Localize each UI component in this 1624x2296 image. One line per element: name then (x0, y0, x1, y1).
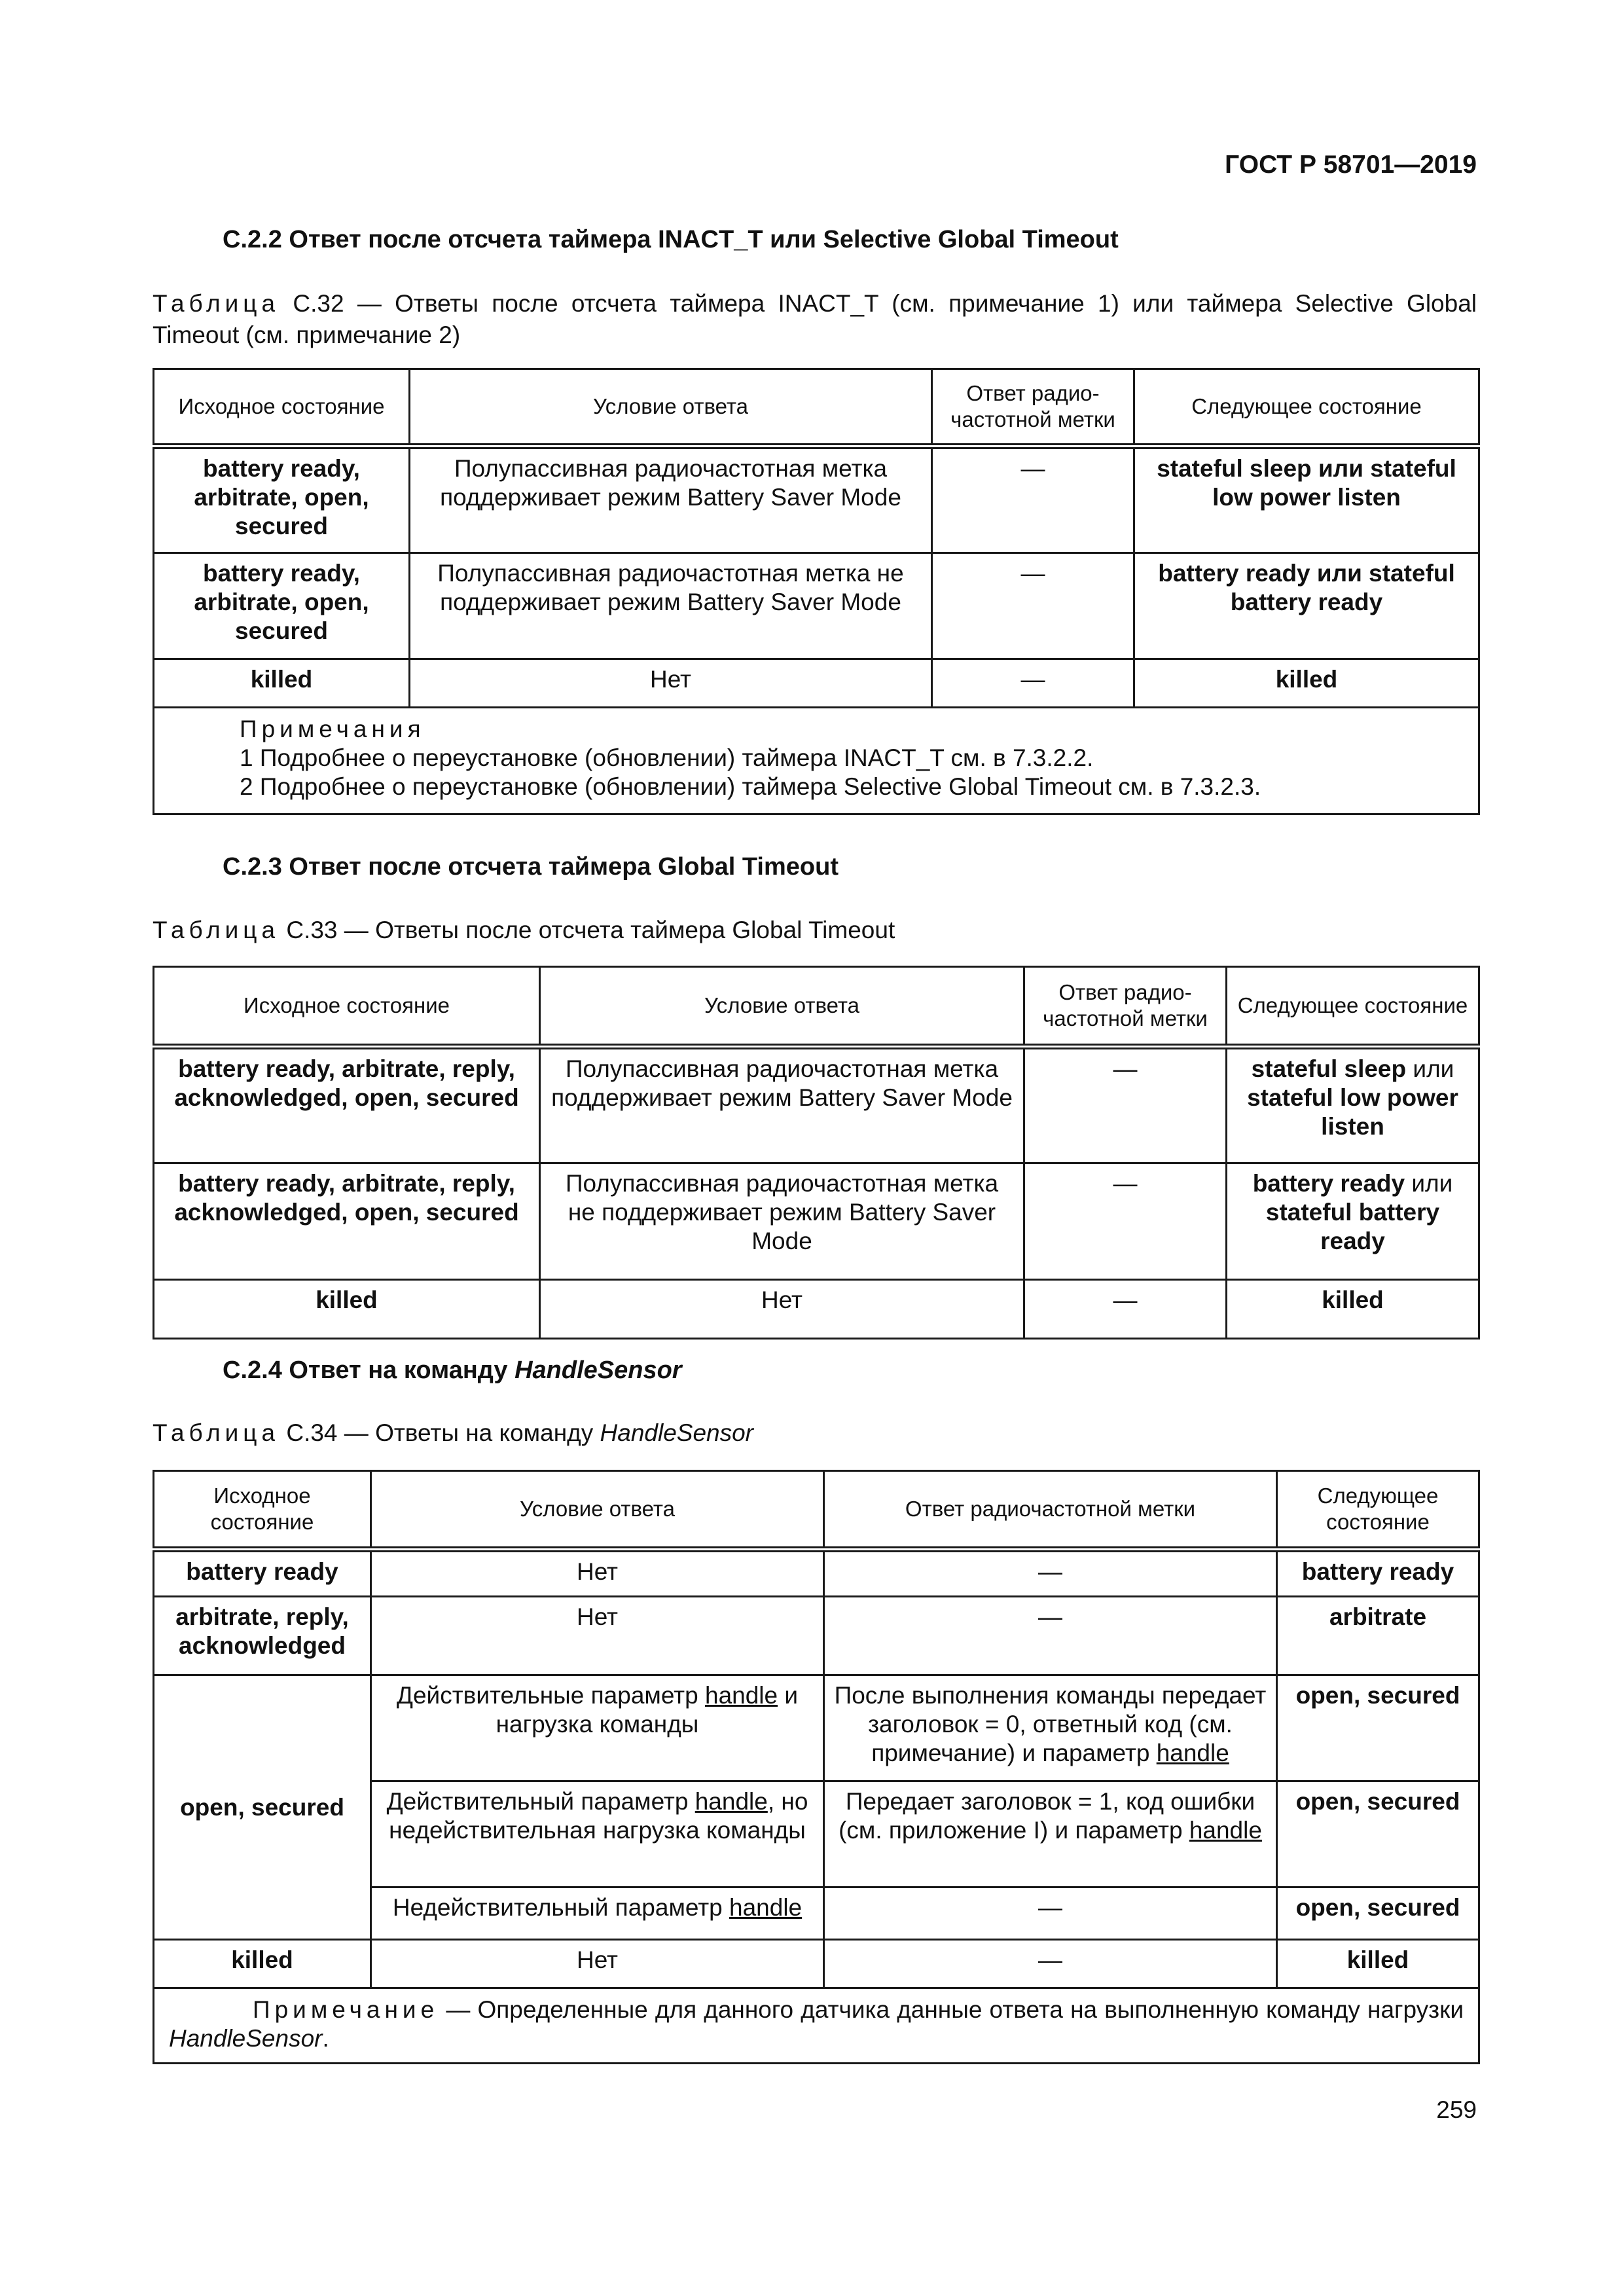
condition-param: handle (695, 1788, 768, 1815)
cell-next: battery ready (1277, 1550, 1479, 1597)
table-row (154, 553, 1479, 659)
condition-text: и нагрузка команды (496, 1682, 799, 1738)
cell-response: — (1024, 1047, 1227, 1163)
cell-source: killed (154, 1280, 540, 1339)
condition-text: Действительные параметр (396, 1682, 698, 1709)
note-text: — Определенные для данного датчика данные ответа на выполненную команду нагрузки (446, 1996, 1464, 2023)
cell-condition: Полупассивная радиочастотная метка поддерживает режим Battery Saver Mode (410, 446, 932, 553)
section-title: Ответ после отсчета таймера INACT_T или Selective Global Timeout (289, 226, 1119, 253)
table-row (154, 1550, 1479, 1597)
table-word: Таблица (153, 290, 280, 317)
col-header-source: Исходное состояние (154, 1471, 371, 1550)
cell-source: battery ready, arbitrate, reply, acknowledged, open, secured (154, 1163, 540, 1280)
notes-cell: Примечание — Определенные для данного датчика данные ответа на выполненную команду нагрузки HandleSensor. (154, 1988, 1479, 2064)
section-heading-c22 (223, 226, 1119, 254)
notes-title: Примечания (240, 716, 425, 742)
table-row (154, 1047, 1479, 1163)
col-header-response: Ответ радио-частотной метки (1024, 967, 1227, 1047)
page-number: 259 (1436, 2096, 1477, 2123)
cell-next: arbitrate (1277, 1597, 1479, 1675)
cell-condition: Нет (371, 1940, 824, 1988)
cell-source: killed (154, 1940, 371, 1988)
col-header-condition: Условие ответа (371, 1471, 824, 1550)
next-state-or: или (1413, 1055, 1454, 1082)
cell-source: battery ready, arbitrate, reply, acknowledged, open, secured (154, 1047, 540, 1163)
cell-next (1227, 1163, 1479, 1280)
section-title: Ответ после отсчета таймера Global Timeout (289, 853, 839, 881)
cell-source: killed (154, 659, 410, 708)
section-number: С.2.4 (223, 1357, 282, 1384)
col-header-next: Следующее состояние (1134, 369, 1479, 446)
table-c33 (153, 966, 1480, 1339)
col-header-response: Ответ радио-частотной метки (932, 369, 1134, 446)
cell-condition: Нет (540, 1280, 1024, 1339)
next-state-b: stateful battery ready (1265, 1199, 1440, 1254)
condition-param: handle (729, 1894, 803, 1921)
condition-param: handle (705, 1682, 778, 1709)
cell-response: — (824, 1550, 1277, 1597)
cell-condition: Нет (410, 659, 932, 708)
table-caption-text: — Ответы на команду (344, 1419, 594, 1446)
section-number: С.2.2 (223, 226, 282, 253)
col-header-response: Ответ радиочастотной метки (824, 1471, 1277, 1550)
cell-condition: Нет (371, 1597, 824, 1675)
table-id: С.34 (286, 1419, 338, 1446)
next-state-a: battery ready (1252, 1170, 1405, 1197)
table-id: С.33 (286, 917, 338, 943)
col-header-next: Следующее состояние (1227, 967, 1479, 1047)
cell-source: battery ready, arbitrate, open, secured (154, 553, 410, 659)
cell-source: battery ready, arbitrate, open, secured (154, 446, 410, 553)
cell-next: open, secured (1277, 1887, 1479, 1940)
cell-response: — (824, 1940, 1277, 1988)
col-header-next: Следующее состояние (1277, 1471, 1479, 1550)
col-header-source: Исходное состояние (154, 967, 540, 1047)
condition-text: Действительный параметр (386, 1788, 689, 1815)
cell-next: killed (1227, 1280, 1479, 1339)
table-row (154, 659, 1479, 708)
col-header-condition: Условие ответа (410, 369, 932, 446)
table-row (154, 1675, 1479, 1781)
table-caption-command: HandleSensor (600, 1419, 753, 1446)
cell-response: — (1024, 1163, 1227, 1280)
cell-next: stateful sleep или stateful low power listen (1134, 446, 1479, 553)
table-c32 (153, 368, 1480, 815)
cell-source: arbitrate, reply, acknowledged (154, 1597, 371, 1675)
cell-next: open, secured (1277, 1781, 1479, 1887)
next-state-or: или (1411, 1170, 1453, 1197)
col-header-condition: Условие ответа (540, 967, 1024, 1047)
note-word: Примечание (253, 1996, 439, 2023)
table-row (154, 1163, 1479, 1280)
table-word: Таблица (153, 917, 280, 943)
cell-source: open, secured (154, 1675, 371, 1940)
standard-header: ГОСТ Р 58701—2019 (1225, 151, 1477, 179)
table-word: Таблица (153, 1419, 280, 1446)
cell-condition (371, 1781, 824, 1887)
cell-source: battery ready (154, 1550, 371, 1597)
cell-response: — (932, 446, 1134, 553)
notes-cell (154, 708, 1479, 814)
section-number: С.2.3 (223, 853, 282, 881)
cell-response (824, 1675, 1277, 1781)
section-heading-c23 (223, 853, 839, 881)
next-state-b: stateful low power listen (1247, 1084, 1458, 1140)
cell-condition: Полупассивная радиочастотная метка не поддерживает режим Battery Saver Mode (540, 1163, 1024, 1280)
table-caption-text: — Ответы после отсчета таймера Global Timeout (344, 917, 895, 943)
table-caption-text: — Ответы после отсчета таймера INACT_T (см. примечание 1) или таймера Selective Global Timeout (см. примечание 2) (153, 290, 1477, 348)
table-header-row (154, 967, 1479, 1047)
notes-row (154, 708, 1479, 814)
section-heading-c24 (223, 1357, 682, 1385)
cell-next (1227, 1047, 1479, 1163)
table-header-row (154, 1471, 1479, 1550)
table-c34 (153, 1470, 1480, 2064)
cell-condition (371, 1675, 824, 1781)
table-id: С.32 (293, 290, 344, 317)
next-state-a: stateful sleep (1251, 1055, 1407, 1082)
notes-row (154, 1988, 1479, 2064)
table-row (154, 1940, 1479, 1988)
table-header-row (154, 369, 1479, 446)
section-title: Ответ на команду (289, 1357, 508, 1384)
cell-response: — (824, 1597, 1277, 1675)
cell-next: killed (1134, 659, 1479, 708)
section-command: HandleSensor (514, 1357, 682, 1384)
cell-condition: Нет (371, 1550, 824, 1597)
response-text: После выполнения команды передает заголовок = 0, ответный код (см. примечание) и параметр (834, 1682, 1267, 1766)
cell-condition (371, 1887, 824, 1940)
response-param: handle (1156, 1740, 1229, 1766)
table-caption-c33 (153, 915, 1477, 946)
cell-next: open, secured (1277, 1675, 1479, 1781)
note-item: 2 Подробнее о переустановке (обновлении) таймера Selective Global Timeout см. в 7.3.2.3. (240, 773, 1261, 800)
cell-next: killed (1277, 1940, 1479, 1988)
table-row (154, 1597, 1479, 1675)
cell-condition: Полупассивная радиочастотная метка поддерживает режим Battery Saver Mode (540, 1047, 1024, 1163)
table-caption-c32 (153, 288, 1477, 351)
cell-next: battery ready или stateful battery ready (1134, 553, 1479, 659)
note-command: HandleSensor (169, 2025, 323, 2052)
condition-text: Недействительный параметр (392, 1894, 723, 1921)
cell-response: — (932, 659, 1134, 708)
cell-response (824, 1781, 1277, 1887)
table-row (154, 1280, 1479, 1339)
table-caption-c34 (153, 1417, 1477, 1449)
response-text: Передает заголовок = 1, код ошибки (см. приложение I) и параметр (839, 1788, 1255, 1844)
cell-condition: Полупассивная радиочастотная метка не поддерживает режим Battery Saver Mode (410, 553, 932, 659)
cell-response: — (1024, 1280, 1227, 1339)
note-item: 1 Подробнее о переустановке (обновлении) таймера INACT_T см. в 7.3.2.2. (240, 744, 1094, 771)
cell-response: — (932, 553, 1134, 659)
condition-text: , но недействительная нагрузка команды (389, 1788, 808, 1844)
table-row (154, 446, 1479, 553)
cell-response: — (824, 1887, 1277, 1940)
response-param: handle (1189, 1817, 1262, 1844)
col-header-source: Исходное состояние (154, 369, 410, 446)
